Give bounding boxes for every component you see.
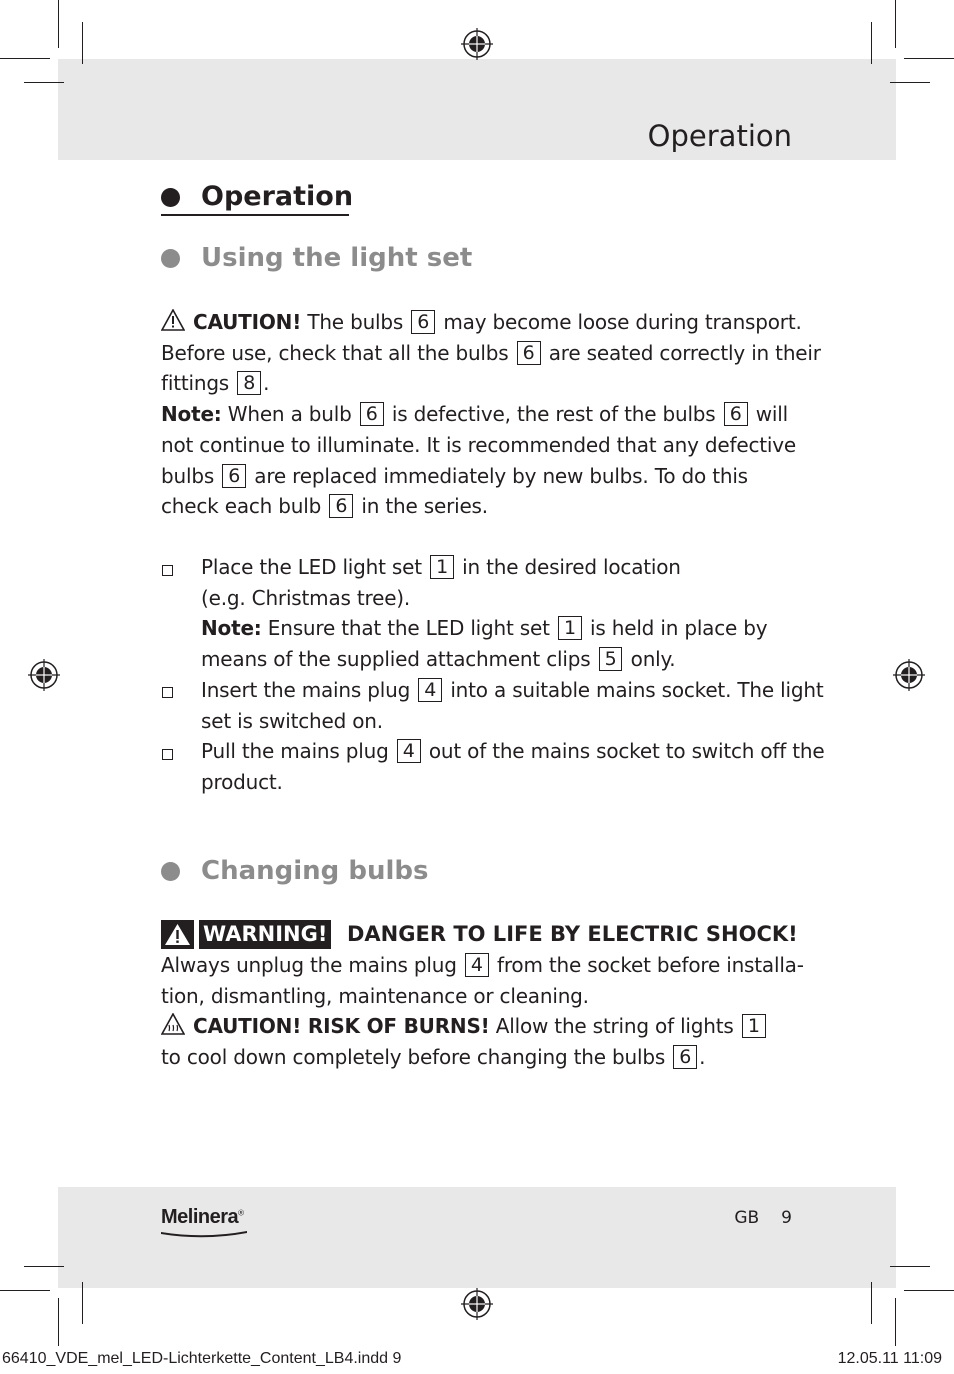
list-item-line bbox=[201, 675, 824, 706]
text: Ensure that the LED light set bbox=[267, 616, 550, 641]
text: into a suitable mains socket. The light bbox=[450, 677, 824, 702]
brand-logo bbox=[161, 1206, 244, 1229]
text-line bbox=[161, 1042, 804, 1073]
caution-paragraph bbox=[161, 307, 821, 522]
text: set is switched on. bbox=[201, 708, 383, 733]
text: check each bulb bbox=[161, 494, 322, 519]
text: bulbs bbox=[161, 463, 215, 488]
checkbox-bullet-icon bbox=[162, 749, 173, 760]
list-item-line bbox=[201, 736, 824, 767]
print-slug-file: 66410_VDE_mel_LED-Lichterkette_Content_LB4.indd 9 bbox=[2, 1350, 402, 1367]
note-label: Note: bbox=[201, 616, 262, 641]
part-ref: 6 bbox=[673, 1045, 697, 1069]
print-slug-date: 12.05.11 11:09 bbox=[837, 1350, 942, 1367]
text: Always unplug the mains plug bbox=[161, 953, 457, 977]
page-number: 9 bbox=[781, 1208, 792, 1228]
part-ref: 6 bbox=[411, 310, 435, 334]
hot-surface-caution-icon bbox=[161, 1013, 185, 1035]
caution-label: CAUTION! bbox=[193, 310, 302, 334]
text: may become loose during transport. bbox=[443, 310, 802, 334]
text: tion, dismantling, maintenance or cleaning. bbox=[161, 983, 589, 1008]
caution-label: CAUTION! RISK OF BURNS! bbox=[193, 1014, 490, 1039]
text: Insert the mains plug bbox=[201, 677, 411, 702]
part-ref: 4 bbox=[465, 953, 489, 977]
text: not continue to illuminate. It is recommended that any defective bbox=[161, 432, 796, 457]
subsection-title: Changing bulbs bbox=[201, 856, 429, 886]
text: out of the mains socket to switch off the bbox=[428, 739, 825, 764]
brand-name: Melinera bbox=[161, 1206, 239, 1228]
text: is defective, the rest of the bulbs bbox=[391, 402, 716, 427]
text: will bbox=[755, 402, 788, 427]
text: . bbox=[699, 1045, 706, 1070]
part-ref: 6 bbox=[360, 402, 384, 426]
text-line bbox=[161, 368, 821, 399]
checkbox-bullet-icon bbox=[162, 565, 173, 576]
text: only. bbox=[630, 647, 676, 672]
text-line bbox=[161, 307, 821, 338]
text-line bbox=[161, 430, 821, 461]
text: Pull the mains plug bbox=[201, 739, 389, 764]
registration-mark-icon bbox=[28, 659, 60, 691]
registration-mark-icon bbox=[893, 659, 925, 691]
logo-swoosh-icon bbox=[161, 1230, 247, 1238]
part-ref: 1 bbox=[430, 555, 454, 579]
list-item-line bbox=[201, 613, 824, 644]
list-item-line bbox=[201, 644, 824, 675]
text-line bbox=[161, 950, 804, 981]
list-item-line bbox=[201, 583, 824, 614]
text: The bulbs bbox=[307, 310, 404, 334]
text-line bbox=[161, 338, 821, 369]
warning-label: WARNING! bbox=[199, 920, 331, 949]
page-footer-info bbox=[734, 1208, 792, 1228]
text: from the socket before installa- bbox=[496, 953, 804, 977]
warning-paragraph bbox=[161, 950, 804, 1073]
text: Allow the string of lights bbox=[495, 1014, 734, 1039]
checkbox-bullet-icon bbox=[162, 687, 173, 698]
text-line bbox=[161, 491, 821, 522]
part-ref: 8 bbox=[237, 371, 261, 395]
warning-triangle-icon bbox=[161, 920, 194, 949]
part-ref: 6 bbox=[724, 402, 748, 426]
list-item-line bbox=[201, 767, 824, 798]
text: are replaced immediately by new bulbs. To do this bbox=[254, 463, 748, 488]
text: When a bulb bbox=[227, 402, 352, 427]
list-item-line bbox=[201, 552, 824, 583]
text: to cool down completely before changing the bulbs bbox=[161, 1045, 666, 1070]
steps-list bbox=[201, 552, 824, 798]
part-ref: 1 bbox=[742, 1014, 766, 1038]
part-ref: 6 bbox=[222, 464, 246, 488]
section-title: Operation bbox=[201, 181, 354, 212]
note-label: Note: bbox=[161, 402, 222, 427]
part-ref: 6 bbox=[517, 341, 541, 365]
text: (e.g. Christmas tree). bbox=[201, 585, 411, 610]
text: Before use, check that all the bulbs bbox=[161, 340, 509, 365]
part-ref: 1 bbox=[558, 616, 582, 640]
language-code: GB bbox=[734, 1208, 760, 1228]
subsection-title: Using the light set bbox=[201, 243, 473, 273]
part-ref: 4 bbox=[418, 678, 442, 702]
text: means of the supplied attachment clips bbox=[201, 647, 591, 672]
text: . bbox=[263, 371, 270, 396]
part-ref: 5 bbox=[599, 647, 623, 671]
text: product. bbox=[201, 769, 283, 794]
registered-mark: ® bbox=[238, 1208, 244, 1218]
text-line bbox=[161, 981, 804, 1012]
registration-mark-icon bbox=[461, 1288, 493, 1320]
text-line bbox=[161, 461, 821, 492]
text: in the desired location bbox=[462, 555, 681, 579]
part-ref: 4 bbox=[397, 739, 421, 763]
text: fittings bbox=[161, 371, 230, 396]
running-header-title: Operation bbox=[647, 119, 792, 153]
heading-underline bbox=[161, 214, 349, 216]
bullet-dot-icon bbox=[161, 188, 180, 207]
bullet-dot-icon bbox=[161, 862, 180, 881]
part-ref: 6 bbox=[329, 494, 353, 518]
caution-triangle-icon bbox=[161, 309, 185, 331]
text: Place the LED light set bbox=[201, 555, 422, 579]
bullet-dot-icon bbox=[161, 249, 180, 268]
warning-text: DANGER TO LIFE BY ELECTRIC SHOCK! bbox=[347, 922, 798, 946]
text-line bbox=[161, 399, 821, 430]
text: is held in place by bbox=[590, 616, 768, 641]
registration-mark-icon bbox=[461, 28, 493, 60]
text: are seated correctly in their bbox=[548, 340, 821, 365]
text-line bbox=[161, 1011, 804, 1042]
text: in the series. bbox=[361, 494, 488, 519]
list-item-line bbox=[201, 706, 824, 737]
